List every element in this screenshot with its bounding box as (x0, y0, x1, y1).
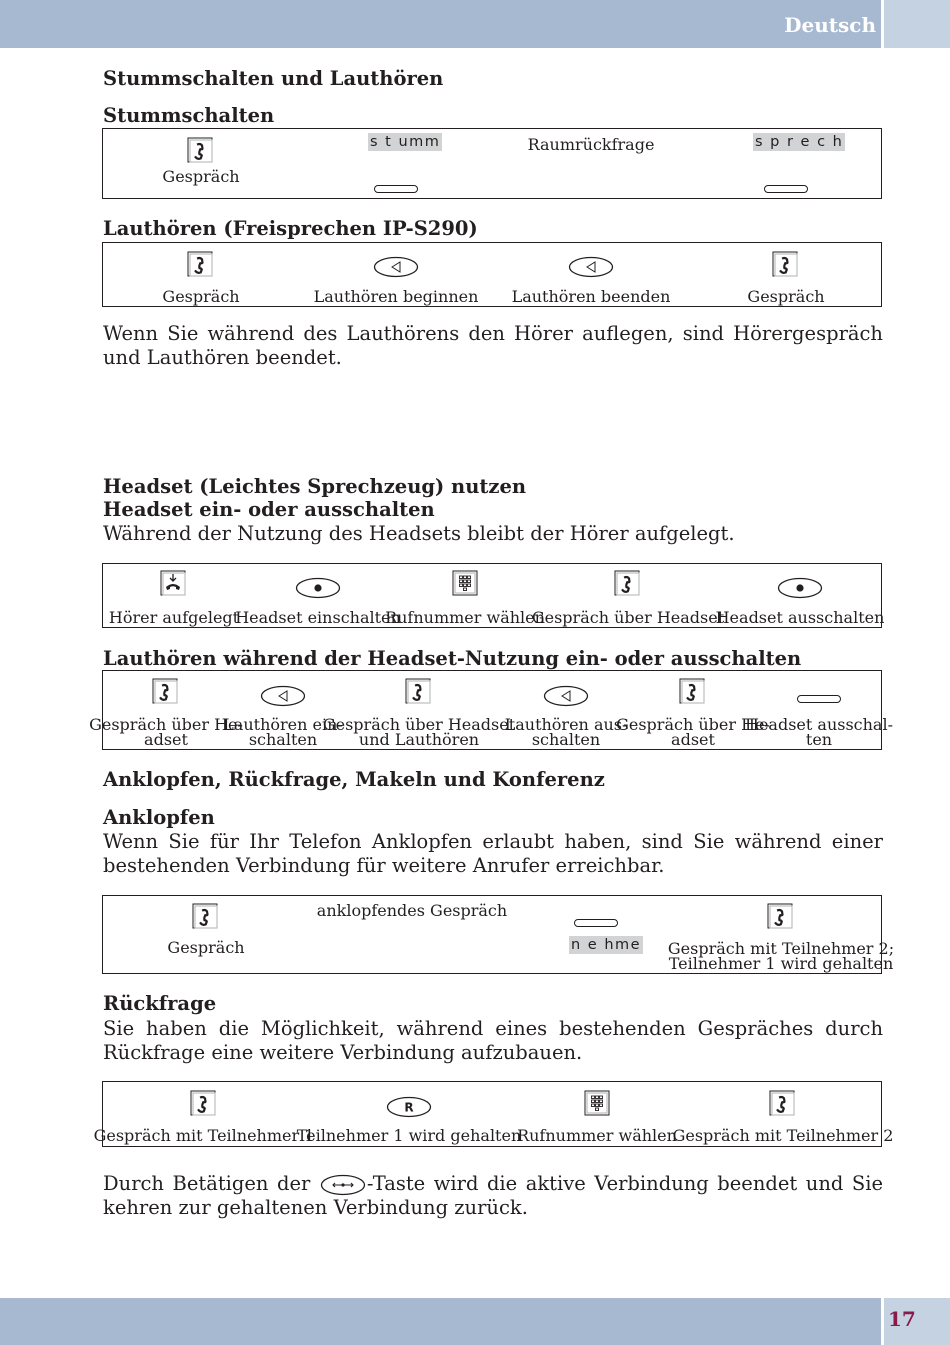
label-conversation: Gespräch (162, 167, 240, 186)
keypad-icon (584, 1090, 610, 1116)
handset-icon (769, 1090, 797, 1116)
subsection-title-mute: Stummschalten (103, 104, 275, 127)
subsection-title-waiting: Anklopfen (103, 806, 215, 829)
label-headset-off: Headset ausschal- ten (745, 715, 893, 749)
subsection-title-headset: Headset ein- oder ausschalten (103, 498, 435, 521)
softkey-icon (574, 919, 618, 927)
label-waiting-call: anklopfendes Gespräch (316, 901, 508, 920)
label-call-via-headset: Gespräch über He- adset (89, 715, 243, 749)
handset-icon (187, 137, 215, 163)
label-speaker-on: Lauthören ein- schalten (223, 715, 343, 749)
handset-icon (679, 678, 707, 704)
label-room-inquiry: Raumrückfrage (527, 135, 655, 154)
speaker-key-icon (373, 256, 419, 278)
section-title-waiting: Anklopfen, Rückfrage, Makeln und Konferenz (103, 768, 605, 791)
mute-diagram (102, 128, 882, 199)
label-handset-onhook: Hörer aufgelegt (108, 608, 240, 627)
handset-icon (190, 1090, 218, 1116)
release-key-icon (320, 1174, 366, 1196)
softkey-icon (374, 185, 418, 193)
release-paragraph: Durch Betätigen der -Taste wird die aktive Verbindung beendet und Sie kehren zur gehaltenen Verbindung zurück. (103, 1172, 883, 1219)
headset-diagram (102, 563, 885, 628)
label-speaker-start: Lauthören beginnen (313, 287, 479, 306)
headset-key-icon (295, 577, 341, 599)
label-call-via-headset: Gespräch über He- adset (616, 715, 770, 749)
label-participant-held: Teilnehmer 1 wird gehalten (296, 1126, 522, 1145)
handset-icon (187, 251, 215, 277)
handset-onhook-icon (160, 570, 188, 596)
speaker-diagram (102, 242, 882, 307)
label-dial-number: Rufnummer wählen (517, 1126, 677, 1145)
display-text-sprech: s p r e c h (755, 134, 844, 150)
display-text-stumm: s t umm (370, 134, 441, 150)
handset-icon (767, 903, 795, 929)
inquiry-diagram (93, 1081, 894, 1147)
headset-paragraph: Während der Nutzung des Headsets bleibt der Hörer aufgelegt. (103, 522, 735, 545)
softkey-icon (797, 695, 841, 703)
handset-icon (192, 903, 220, 929)
label-call-participant-2: Gespräch mit Teilnehmer 2; Teilnehmer 1 wird gehalten (667, 939, 895, 973)
speaker-key-icon (568, 256, 614, 278)
waiting-diagram (102, 895, 895, 974)
label-dial-number: Rufnummer wählen (385, 608, 545, 627)
section-title-headset-speaker: Lauthören während der Headset-Nutzung ein- oder ausschalten (103, 647, 802, 670)
handset-icon (405, 678, 433, 704)
page-number: 17 (888, 1307, 916, 1331)
label-call-participant-1: Gespräch mit Teilnehmer 1 (93, 1126, 315, 1145)
handset-icon (772, 251, 800, 277)
section-title-speaker: Lauthören (Freisprechen IP-S290) (103, 217, 478, 240)
headset-key-icon (777, 577, 823, 599)
label-conversation: Gespräch (162, 287, 240, 306)
headset-speaker-diagram (89, 670, 893, 750)
header-bar-tab (884, 0, 950, 48)
subsection-title-inquiry: Rückfrage (103, 992, 217, 1015)
header-bar (0, 0, 881, 48)
display-text-nehme: n e hme (571, 937, 642, 953)
speaker-key-icon (543, 685, 589, 707)
label-call-via-headset: Gespräch über Headset (531, 608, 725, 627)
language-label: Deutsch (784, 13, 876, 37)
inquiry-paragraph: Sie haben die Möglichkeit, während eines bestehenden Gespräches durch Rückfrage eine weitere Verbindung aufzubauen. (103, 1017, 883, 1064)
handset-icon (614, 570, 642, 596)
label-conversation: Gespräch (167, 938, 245, 957)
label-conversation: Gespräch (747, 287, 825, 306)
footer-bar (0, 1298, 881, 1345)
waiting-paragraph: Wenn Sie für Ihr Telefon Anklopfen erlaubt haben, sind Sie während einer bestehenden Verbindung für weitere Anrufer erreichbar. (103, 830, 883, 877)
speaker-paragraph: Wenn Sie während des Lauthörens den Hörer auflegen, sind Hörergespräch und Lauthören beendet. (103, 322, 883, 369)
section-title-mute: Stummschalten und Lauthören (103, 67, 444, 90)
label-call-headset-speaker: Gespräch über Headset und Lauthören (322, 715, 516, 749)
softkey-icon (764, 185, 808, 193)
label-speaker-end: Lauthören beenden (511, 287, 671, 306)
handset-icon (152, 678, 180, 704)
label-call-participant-2: Gespräch mit Teilnehmer 2 (672, 1126, 894, 1145)
section-title-headset: Headset (Leichtes Sprechzeug) nutzen (103, 475, 527, 498)
svg-text:R: R (404, 1100, 414, 1115)
r-key-icon (386, 1096, 432, 1118)
speaker-key-icon (260, 685, 306, 707)
label-speaker-off: Lauthören aus- schalten (504, 715, 628, 749)
label-headset-on: Headset einschalten (235, 608, 401, 627)
label-headset-off: Headset ausschalten (715, 608, 885, 627)
keypad-icon (452, 570, 478, 596)
